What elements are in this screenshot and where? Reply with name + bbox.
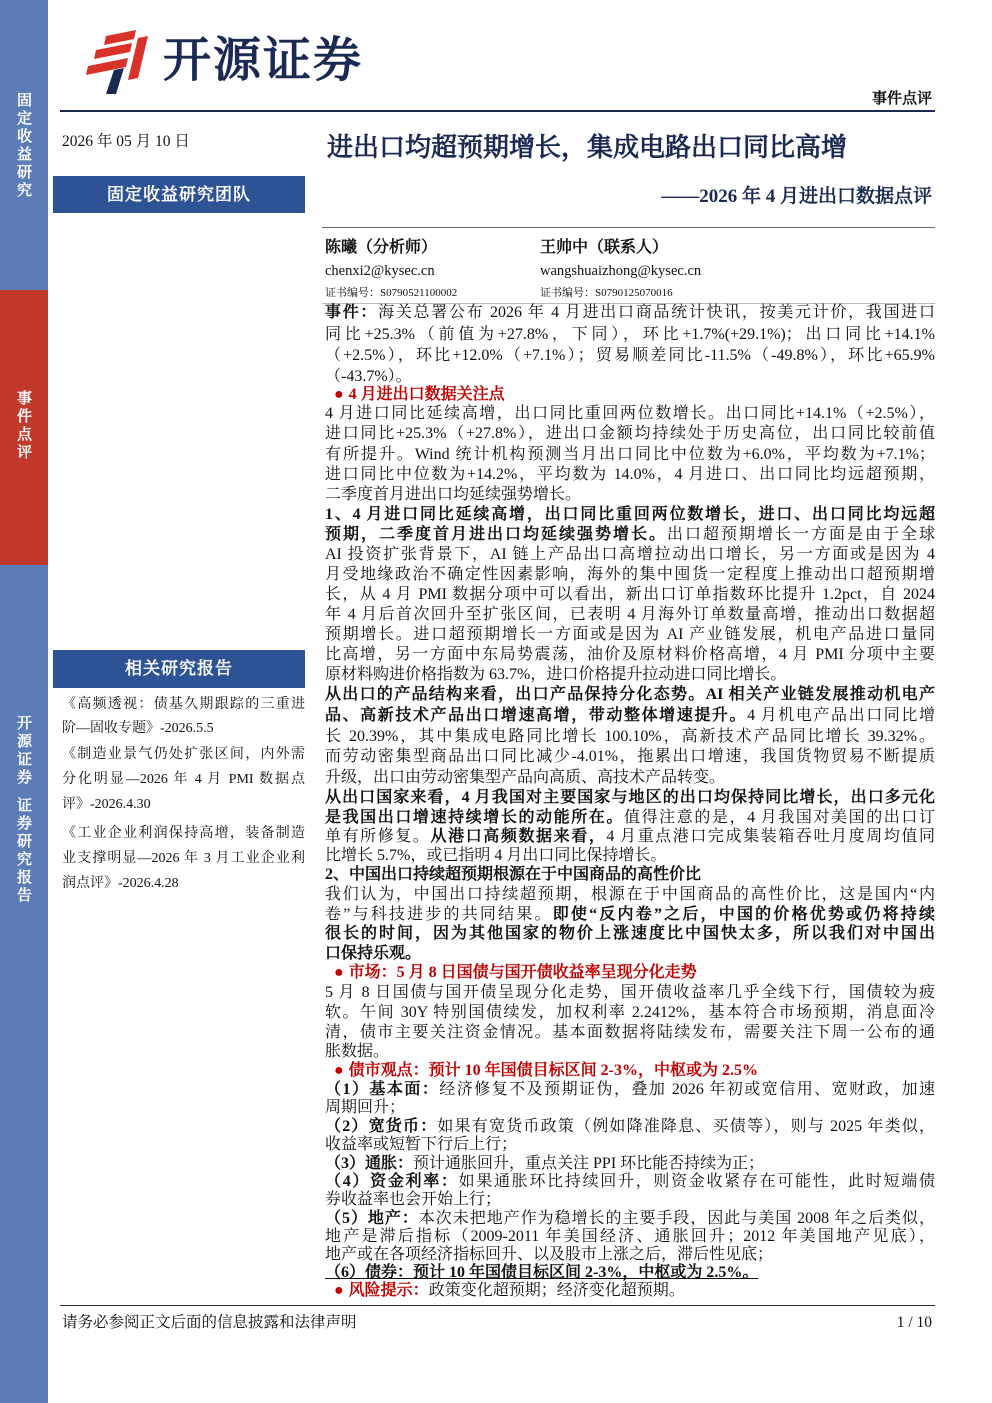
body-line [325,924,935,944]
text-span: 进口同比+25.3%（+27.8%），进出口金额均持续处于历史高位，出口同比较前值 [325,425,935,442]
text-span: 2、中国出口持续超预期根源在于中国商品的高性价比 [325,866,702,883]
body-line [325,808,935,828]
text-span: 是我国出口增速持续增长的动能所在。 [325,809,624,826]
text-span: 长 20.39%，其中集成电路同比增长 100.10%，高新技术产品同比增长 39.32%。 [325,728,935,745]
team-box: 固定收益研究团队 [53,176,305,213]
text-span: 券收益率也会开始上行； [325,1191,502,1208]
body-line [325,944,935,964]
body-line [325,346,935,366]
heading-text: 风险提示： [348,1282,429,1299]
text-span: 从出口国家来看，4 月我国对主要国家与地区的出口均保持同比增长，出口多元化 [325,789,935,806]
text-span: 经济修复不及预期证伪，叠加 2026 年初或宽信用、宽财政，加速 [439,1081,935,1098]
related-report-line: 评》-2026.4.30 [62,797,151,812]
body-line [325,1190,935,1210]
text-span: 胀数据。 [325,1043,390,1060]
related-report-line: 《工业企业利润保持高增，装备制造 [62,826,305,841]
body-line [325,1023,935,1043]
text-span: 月受地缘政治不确定性因素影响，海外的集中囤货一定程度上推动出口超预期增 [325,566,935,583]
report-date: 2026 年 05 月 10 日 [62,133,190,150]
text-span: 预期增长。进口超预期增长一方面或是因为 AI 产业链发展，机电产品进口量同 [325,626,935,643]
text-span: 很长的时间，因为其他国家的物价上涨速度比中国快太多，所以我们对中国出 [325,925,935,942]
heading-text: 市场：5 月 8 日国债与国开债收益率呈现分化走势 [348,964,697,981]
body-line [325,1245,935,1265]
text-span: （6）债券：预计 10 年国债目标区间 2-3%，中枢或为 2.5%。 [325,1264,759,1281]
heading-text: 4 月进出口数据关注点 [348,386,505,403]
text-span: 清，债市主要关注资金情况。基本面数据将陆续发布，需要关注下周一公布的通 [325,1024,935,1041]
page-title: 进出口均超预期增长，集成电路出口同比高增 [327,133,848,162]
author-email[interactable]: wangshuaizhong@kysec.cn [540,263,702,279]
text-span: 比高增，另一方面中东局势震荡，油价及原材料价格高增，4 月 PMI 分项中主要 [325,646,935,663]
text-span: （4）资金利率： [325,1173,459,1190]
body-line [325,768,935,788]
bullet-icon: ● [334,386,344,403]
body-line [325,325,935,345]
body-line [325,1135,935,1155]
text-span: 如果通胀环比持续回升，则资金收紧存在可能性，此时短端债 [458,1173,935,1190]
text-span: 政策变化超预期；经济变化超预期。 [428,1282,685,1299]
body-line [325,585,935,605]
text-span: 原材料购进价格指数为 63.7%，进口价格提升拉动进口同比增长。 [325,666,787,683]
text-span: 从出口的产品结构来看，出口产品保持分化态势。AI 相关产业链发展推动机电产 [325,686,935,703]
sidebar-brand-label: 开源证券 [15,715,33,787]
body-line [325,1117,935,1137]
text-span: （1）基本面： [325,1081,440,1098]
text-span: 4 月重点港口完成集装箱吞吐月度周均值同 [606,828,935,845]
text-span: 预期，二季度首月进出口均延续强势增长。 [325,526,667,543]
text-span: 1、4 月进口同比延续高增，出口同比重回两位数增长，进口、出口同比均远超 [325,506,935,523]
sidebar-type-label: 事件点评 [15,390,33,462]
text-span: 品、高新技术产品出口增速高增，带动整体增速提升。 [325,707,748,724]
text-span: 5 月 8 日国债与国开债呈现分化走势，国开债收益率几乎全线下行，国债较为疲 [325,984,935,1001]
body-line [325,424,935,444]
body-line [325,1227,935,1247]
body-line [325,565,935,585]
body-line [325,827,935,847]
text-span: 软。午间 30Y 特别国债续发，加权利率 2.2412%，基本符合市场预期，消息面冷 [325,1004,935,1021]
text-span: 有所提升。Wind 统计机构预测当月出口同比中位数为+6.0%，平均数为+7.1%； [325,446,935,463]
body-line [325,505,935,525]
text-span: 出口超预期增长一方面是由于全球 [666,526,935,543]
bullet-icon: ● [334,964,344,981]
text-span: 海关总署公布 2026 年 4 月进出口商品统计快讯，按美元计价，我国进口 [378,304,935,321]
text-span: 即使“反内卷”之后，中国的价格优势或仍将持续 [552,906,935,923]
text-span: （-43.7%）。 [325,368,412,385]
body-line [325,303,935,323]
text-span: （3）通胀： [325,1155,414,1172]
text-span: 同比+25.3%（前值为+27.8%，下同），环比+1.7%(+29.1%)；出口同比+14.1% [325,326,935,343]
author-cert: 证书编号：S0790125070016 [540,287,673,299]
body-line [325,905,935,925]
logo-text: 开源证券 [163,32,364,88]
text-span: 收益率或短暂下行后上行； [325,1136,518,1153]
text-span: 预计通胀回升，重点关注 PPI 环比能否持续为正； [413,1155,765,1172]
body-line [325,706,935,726]
related-report-line: 《高频透视：债基久期跟踪的三重进 [62,697,305,712]
text-span: 升级，出口由劳动密集型产品向高质、高技术产品转变。 [325,769,726,786]
body-line [325,645,935,665]
text-span: 4 月机电产品出口同比增 [747,707,935,724]
page-subtitle: ——2026 年 4 月进出口数据点评 [661,186,932,207]
body-line [325,983,935,1003]
related-report-line: 润点评》-2026.4.28 [62,876,179,891]
logo-icon [84,28,164,96]
text-span: （5）地产： [325,1210,419,1227]
text-span: 我们认为，中国出口持续超预期，根源在于中国商品的高性价比，这是国内“内 [325,886,935,903]
body-line [325,485,935,505]
body-line [325,1172,935,1192]
text-span: AI 投资扩张背景下，AI 链上产品出口高增拉动出口增长，另一方面或是因为 4 [325,546,935,563]
text-span: 口保持乐观。 [325,945,422,962]
body-line [325,625,935,645]
related-reports-box: 相关研究报告 [53,650,305,688]
body-line [325,1281,935,1301]
body-line [325,685,935,705]
footer-divider [60,1305,935,1306]
text-span: （+2.5%），环比+12.0%（+7.1%）；贸易顺差同比-11.5%（-49.8%），环比+65.9% [325,347,935,364]
text-span: 单有所修复。 [325,828,431,845]
body-line [325,445,935,465]
text-span: 年 4 月后首次回升至扩张区间，已表明 4 月海外订单数量高增，推动出口数据超 [325,606,935,623]
body-line [325,404,935,424]
body-line [325,545,935,565]
body-line [325,846,935,866]
body-line [325,1263,935,1283]
sidebar-report-label: 证券研究报告 [15,797,33,905]
text-span: 从港口高频数据来看， [430,828,607,845]
author-email[interactable]: chenxi2@kysec.cn [325,263,435,279]
text-span: 二季度首月进出口均延续强势增长。 [325,486,582,503]
body-line [325,465,935,485]
footer-disclaimer[interactable]: 请务必参阅正文后面的信息披露和法律声明 [62,1314,357,1331]
body-line [325,885,935,905]
text-span: 周期回升； [325,1099,406,1116]
text-span: 本次未把地产作为稳增长的主要手段，因此与美国 2008 年之后类似， [418,1210,935,1227]
body-line [325,605,935,625]
author-name: 王帅中（联系人） [540,239,669,256]
text-span: 如果有宽货币政策（例如降准降息、买债等），则与 2025 年类似， [437,1118,935,1135]
text-span: 地产是滞后指标（2009-2011 年美国经济、通胀回升；2012 年美国地产见底）， [325,1228,935,1245]
body-line [325,525,935,545]
related-report-line: 阶—固收专题》-2026.5.5 [62,721,214,736]
body-line [325,1209,935,1229]
sidebar-strip [0,0,48,1403]
author-name: 陈曦（分析师） [325,239,438,256]
bullet-icon: ● [334,1282,344,1299]
body-line [325,1061,935,1081]
text-span: 事件： [325,304,379,321]
related-report-line: 业支撑明显—2026 年 3 月工业企业利 [62,851,305,866]
body-line [325,1042,935,1062]
heading-text: 债市观点：预计 10 年国债目标区间 2-3%，中枢或为 2.5% [348,1062,759,1079]
text-span: 长，从 4 月 PMI 数据分项中可以看出，新出口订单指数环比提升 1.2pct，自 2024 [325,586,935,603]
author-cert: 证书编号：S0790521100002 [325,287,458,299]
report-body [325,0,935,1403]
sidebar-category-label: 固定收益研究 [15,92,33,200]
body-line [325,1154,935,1174]
body-line [325,367,935,387]
text-span: 卷”与科技进步的共同结果。 [325,906,553,923]
body-line [325,963,935,983]
text-span: 地产或在各项经济指标回升、以及股市上涨之后，滞后性见底； [325,1246,774,1263]
text-span: 比增长 5.7%，或已指明 4 月出口同比保持增长。 [325,847,667,864]
body-line [325,788,935,808]
related-report-line: 分化明显—2026 年 4 月 PMI 数据点 [62,772,305,787]
text-span: 而劳动密集型商品出口同比减少-4.01%，拖累出口增速，我国货物贸易不断提质 [325,748,935,765]
body-line [325,865,935,885]
related-report-line: 《制造业景气仍处扩张区间，内外需 [62,747,305,762]
text-span: 值得注意的是，4 月我国对美国的出口订 [624,809,935,826]
body-line [325,1098,935,1118]
page-number: 1 / 10 [896,1314,932,1331]
text-span: （2）宽货币： [325,1118,438,1135]
body-line [325,385,935,405]
text-span: 4 月进口同比延续高增，出口同比重回两位数增长。出口同比+14.1%（+2.5%）， [325,405,935,422]
report-type-label: 事件点评 [871,91,932,107]
text-span: 进口同比中位数为+14.2%，平均数为 14.0%，4 月进口、出口同比均远超预期， [325,466,935,483]
body-line [325,665,935,685]
body-line [325,747,935,767]
body-line [325,1080,935,1100]
bullet-icon: ● [334,1062,344,1079]
body-line [325,1003,935,1023]
body-line [325,727,935,747]
